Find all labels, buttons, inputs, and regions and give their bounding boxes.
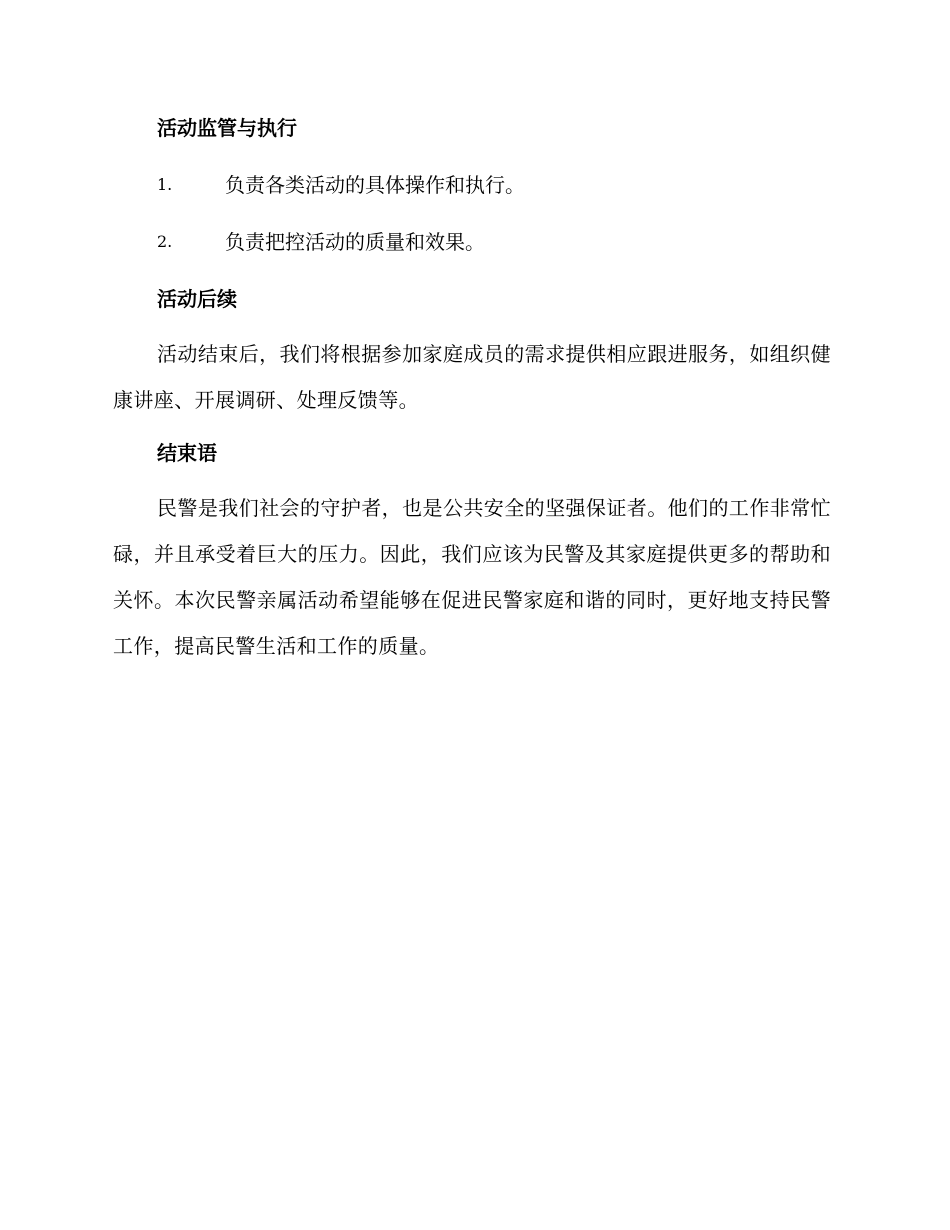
section-heading-followup: 活动后续 (157, 287, 237, 311)
document-content (113, 112, 831, 669)
list-item (113, 169, 831, 201)
closing-paragraph: 民警是我们社会的守护者，也是公共安全的坚强保证者。他们的工作非常忙碌，并且承受着巨大的压力。因此，我们应该为民警及其家庭提供更多的帮助和关怀。本次民警亲属活动希望能够在促进民警家庭和谐的同时，更好地支持民警工作，提高民警生活和工作的质量。 (113, 496, 831, 658)
section-heading-closing: 结束语 (157, 441, 217, 465)
list-item (113, 226, 831, 258)
section-heading-supervision: 活动监管与执行 (157, 116, 297, 140)
list-item-number: 2. (157, 232, 173, 251)
list-item-number: 1. (157, 175, 173, 194)
list-item-text: 负责各类活动的具体操作和执行。 (225, 173, 525, 197)
list-item-text: 负责把控活动的质量和效果。 (225, 230, 485, 254)
followup-paragraph: 活动结束后，我们将根据参加家庭成员的需求提供相应跟进服务，如组织健康讲座、开展调研、处理反馈等。 (113, 342, 831, 412)
